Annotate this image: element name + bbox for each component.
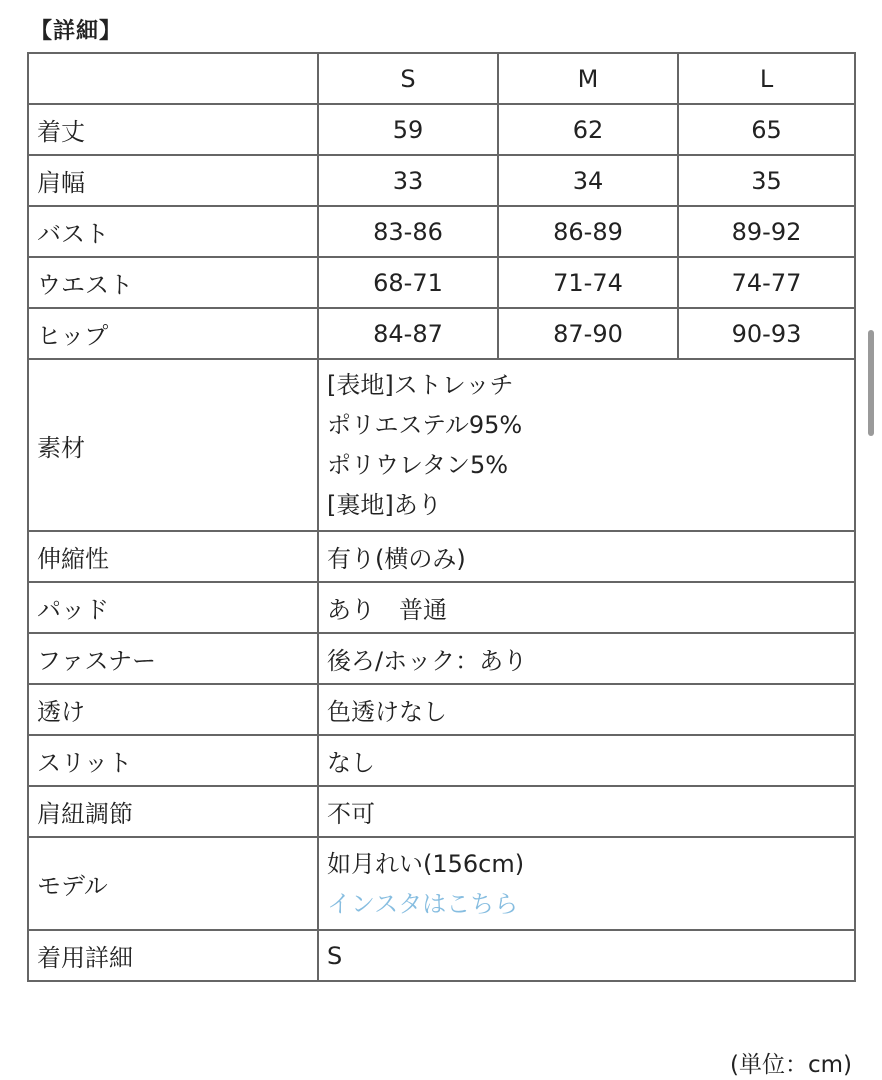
- measurement-row-length: [28, 104, 855, 155]
- row-label: パッド: [28, 582, 318, 633]
- measurement-row-waist: [28, 257, 855, 308]
- wear-detail-value: S: [318, 930, 855, 981]
- row-label: 着用詳細: [28, 930, 318, 981]
- value-cell: 84-87: [318, 308, 498, 359]
- value-cell: 65: [678, 104, 855, 155]
- detail-value: あり 普通: [318, 582, 855, 633]
- detail-row-strap: [28, 786, 855, 837]
- row-label: スリット: [28, 735, 318, 786]
- row-label: モデル: [28, 837, 318, 930]
- detail-row-slit: [28, 735, 855, 786]
- row-label: 伸縮性: [28, 531, 318, 582]
- value-cell: 68-71: [318, 257, 498, 308]
- detail-row-sheer: [28, 684, 855, 735]
- model-value: [318, 837, 855, 930]
- material-row: [28, 359, 855, 531]
- value-cell: 83-86: [318, 206, 498, 257]
- size-spec-table: [27, 52, 856, 982]
- size-header-s: S: [318, 53, 498, 104]
- row-label: ファスナー: [28, 633, 318, 684]
- material-line: ポリエステル95%: [327, 411, 523, 439]
- model-row: [28, 837, 855, 930]
- value-cell: 35: [678, 155, 855, 206]
- value-cell: 90-93: [678, 308, 855, 359]
- detail-row-zipper: [28, 633, 855, 684]
- row-label: 透け: [28, 684, 318, 735]
- value-cell: 87-90: [498, 308, 678, 359]
- value-cell: 34: [498, 155, 678, 206]
- row-label: バスト: [28, 206, 318, 257]
- wear-detail-row: [28, 930, 855, 981]
- measurement-row-bust: [28, 206, 855, 257]
- detail-value: 有り(横のみ): [318, 531, 855, 582]
- row-label: ヒップ: [28, 308, 318, 359]
- detail-value: 色透けなし: [318, 684, 855, 735]
- measurement-row-hip: [28, 308, 855, 359]
- detail-row-pad: [28, 582, 855, 633]
- detail-value: 不可: [318, 786, 855, 837]
- row-label: 肩幅: [28, 155, 318, 206]
- size-header-l: L: [678, 53, 855, 104]
- instagram-link[interactable]: インスタはこちら: [327, 889, 519, 918]
- value-cell: 71-74: [498, 257, 678, 308]
- material-line: [表地]ストレッチ: [327, 371, 514, 399]
- size-header-row: [28, 53, 855, 104]
- material-line: [裏地]あり: [327, 491, 442, 519]
- scrollbar-thumb[interactable]: [868, 330, 874, 436]
- detail-row-stretch: [28, 531, 855, 582]
- value-cell: 86-89: [498, 206, 678, 257]
- value-cell: 74-77: [678, 257, 855, 308]
- measurement-row-shoulder: [28, 155, 855, 206]
- detail-value: なし: [318, 735, 855, 786]
- material-value: [318, 359, 855, 531]
- unit-note: (単位：cm): [730, 1052, 852, 1078]
- corner-cell: [28, 53, 318, 104]
- row-label: 素材: [28, 359, 318, 531]
- row-label: 肩紐調節: [28, 786, 318, 837]
- size-header-m: M: [498, 53, 678, 104]
- row-label: 着丈: [28, 104, 318, 155]
- material-line: ポリウレタン5%: [327, 451, 509, 479]
- section-heading: 【詳細】: [30, 19, 123, 44]
- value-cell: 59: [318, 104, 498, 155]
- model-name: 如月れい(156cm): [327, 849, 525, 878]
- value-cell: 89-92: [678, 206, 855, 257]
- value-cell: 62: [498, 104, 678, 155]
- row-label: ウエスト: [28, 257, 318, 308]
- detail-value: 後ろ/ホック：あり: [318, 633, 855, 684]
- value-cell: 33: [318, 155, 498, 206]
